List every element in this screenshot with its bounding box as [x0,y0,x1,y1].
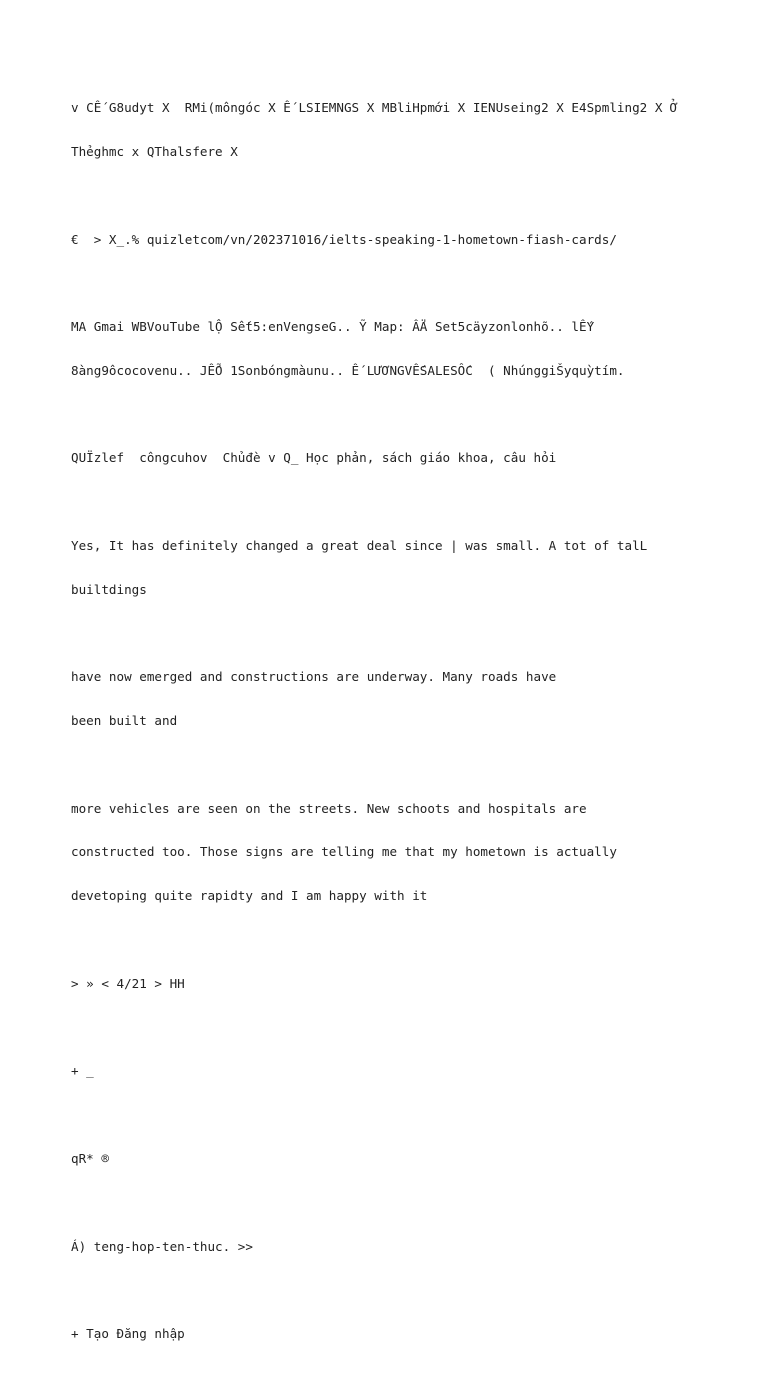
add-button[interactable]: + _ [71,1063,94,1079]
card-pagination[interactable] [71,948,751,1021]
footer-actions[interactable] [71,1298,751,1371]
card-line: devetoping quite rapidty and I am happy with it [71,888,428,904]
creator-text[interactable]: Á) teng-hop-ten-thuc. >> [71,1238,253,1254]
card-line: more vehicles are seen on the streets. New schoots and hospitals are [71,800,587,816]
card-line: builtdings [71,581,147,597]
bookmarks-line-2[interactable]: 8àng9ôcocovenu.. JẾÕ 1Sonbóngmàunu.. Ế LƯƠNGVẾSALESỐC ( NhúnggiŠyquỳtím. [71,362,625,378]
site-header-text[interactable]: QUÏzlef côngcuhov Chủđè v Q_ Học phản, sách giáo khoa, câu hỏi [71,450,557,466]
bookmarks-line-1[interactable]: MA Gmai WBVouTube lỘ Sết5:enVengseG.. Ỹ Map: ẤÄ Set5cäyzonlonhõ.. lẾY [71,319,595,335]
card-line: Yes, It has definitely changed a great deal since | was small. A tot of talL [71,538,648,553]
icon-controls[interactable] [71,1123,751,1196]
pagination-text[interactable]: > » < 4/21 > HH [71,975,185,991]
address-bar[interactable] [71,203,751,276]
card-line: have now emerged and constructions are underway. Many roads have [71,669,557,685]
create-login-links[interactable]: + Tạo Đăng nhập [71,1326,185,1342]
browser-tabs-bar[interactable] [71,72,751,189]
address-bar-text[interactable]: € > X_.% quizletcom/vn/202371016/ielts-speaking-1-hometown-fiash-cards/ [71,231,617,247]
creator-link[interactable] [71,1210,751,1283]
card-line: constructed too. Those signs are telling me that my hometown is actually [71,844,617,860]
flashcard-text-part-3 [71,773,751,934]
add-control[interactable] [71,1035,751,1108]
flashcard-text-part-1 [71,510,751,627]
page-content [71,72,751,1385]
flashcard-text-part-2 [71,641,751,758]
site-header[interactable] [71,422,751,495]
bookmarks-bar[interactable] [71,291,751,408]
tabs-line-2[interactable]: Thẻghmc x QThalsfere X [71,143,238,159]
card-line: been built and [71,713,178,729]
tabs-line-1[interactable]: v CẾ G8udyt X RMi(môngóc X Ế LSIEMNGS X MBliHpmới X IENUseing2 X E4Spmling2 X Ở [71,100,678,116]
icon-controls-text[interactable]: qR* ® [71,1150,109,1166]
